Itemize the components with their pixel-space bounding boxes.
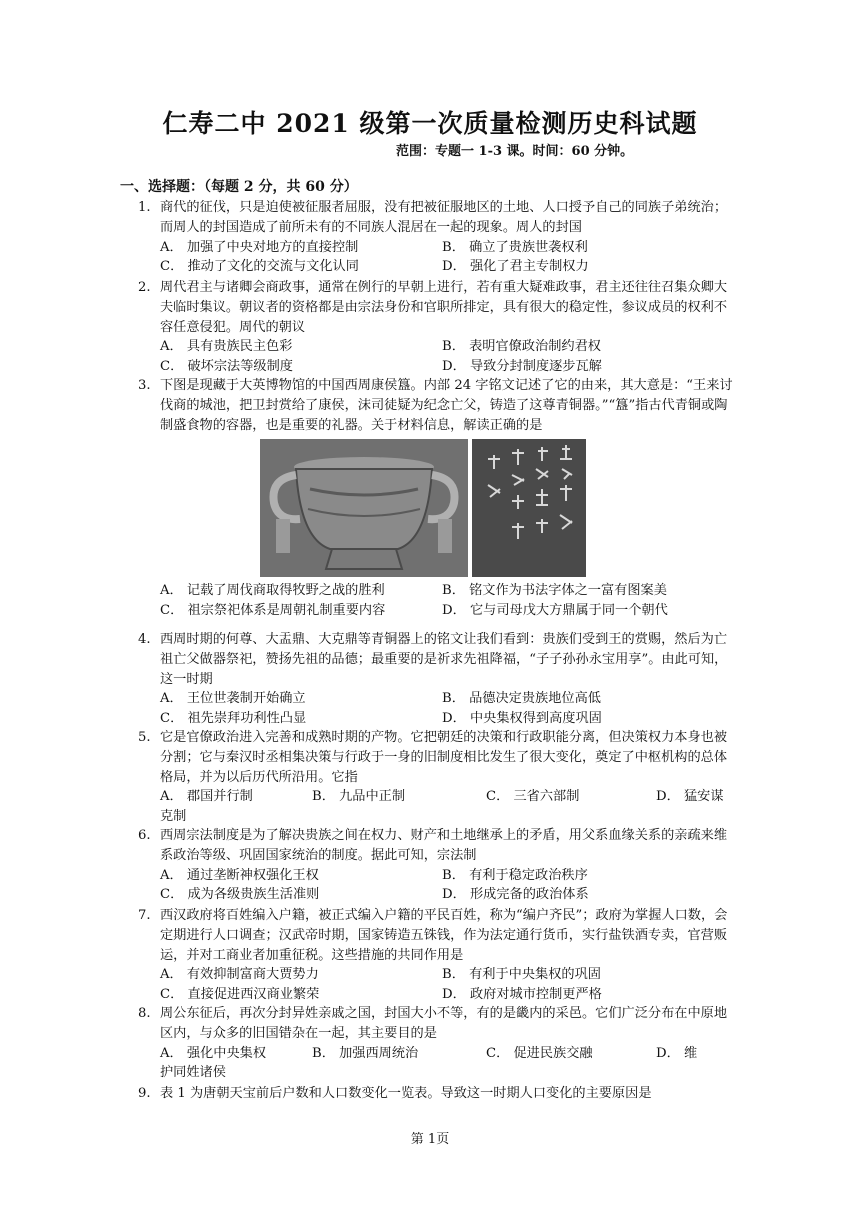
question-stem: 商代的征伐，只是迫使被征服者屈服，没有把被征服地区的土地、人口授予自己的同族子弟统治；而周人的封国造成了前所未有的不同族人混居在一起的现象。周人的封国 [160, 200, 728, 235]
question-stem: 周代君主与诸卿会商政事，通常在例行的早朝上进行，若有重大疑难政事，君主还往往召集众卿大夫临时集议。朝议者的资格都是由宗法身份和官职所排定，具有很大的稳定性，参议成员的权利不容任意侵犯。周代的朝议 [160, 280, 728, 335]
option-c: C． 促进民族交融 [486, 1045, 593, 1061]
question-stem: 表 1 为唐朝天宝前后户数和人口数变化一览表。导致这一时期人口变化的主要原因是 [160, 1086, 652, 1101]
option-d: D． 形成完备的政治体系 [442, 887, 589, 903]
page-title: 仁寿二中 2021 级第一次质量检测历史科试题 [162, 109, 698, 138]
option-b: B． 确立了贵族世袭权利 [442, 239, 588, 255]
option-c: C． 成为各级贵族生活准则 [160, 887, 320, 903]
question-stem: 西汉政府将百姓编入户籍，被正式编入户籍的平民百姓，称为“编户齐民”；政府为掌握人口数，会定期进行人口调查；汉武帝时期，国家铸造五铢钱，作为法定通行货币，实行盐铁酒专卖，官营贩运，并对工商业者加重征税。这些措施的共同作用是 [160, 908, 728, 963]
question-5 [138, 728, 738, 827]
figure [260, 439, 738, 577]
option-d-continued: 克制 [160, 809, 187, 825]
question-9 [138, 1084, 738, 1104]
option-b: B． 表明官僚政治制约君权 [442, 339, 601, 355]
option-a: A． 具有贵族民主色彩 [160, 339, 293, 355]
option-d: D． 它与司母戊大方鼎属于同一个朝代 [442, 603, 668, 619]
option-b: B． 有利于稳定政治秩序 [442, 867, 588, 883]
page-number: 第 1页 [410, 1132, 450, 1147]
question-7 [138, 906, 738, 1005]
question-stem: 它是官僚政治进入完善和成熟时期的产物。它把朝廷的决策和行政职能分离，但决策权力本身也被分割；它与秦汉时丞相集决策与行政于一身的旧制度相比发生了很大变化，奠定了中枢机构的总体格局，并为以后历代所沿用。它指 [160, 730, 728, 785]
section-heading: 一、选择题：（每题 2 分，共 60 分） [120, 179, 358, 195]
option-b: B． 铭文作为书法字体之一富有图案美 [442, 583, 667, 599]
option-b: B． 加强西周统治 [312, 1045, 419, 1061]
question-number: 8. [138, 1006, 151, 1021]
option-d: D． 猛安谋 [656, 789, 724, 805]
question-number: 2. [138, 280, 151, 295]
question-stem: 西周时期的何尊、大盂鼎、大克鼎等青铜器上的铭文让我们看到：贵族们受到王的赏赐，然后为亡祖亡父做器祭祀，赞扬先祖的品德；最重要的是祈求先祖降福，“子子孙孙永宝用享”。由此可知，这一时期 [160, 632, 728, 687]
question-number: 7. [138, 908, 151, 923]
exam-scope: 范围：专题一 1-3 课。时间：60 分钟。 [396, 144, 634, 159]
option-d: D． 维 [656, 1045, 698, 1061]
question-stem: 下图是现藏于大英博物馆的中国西周康侯簋。内部 24 字铭文记述了它的由来，其大意是：“王来讨伐商的城池，把卫封赏给了康侯，沫司徒疑为纪念亡父，铸造了这尊青铜器。”“簋”指古代青铜或陶制盛食物的容器，也是重要的礼器。关于材料信息，解读正确的是 [160, 378, 733, 433]
option-b: B． 有利于中央集权的巩固 [442, 967, 601, 983]
option-c: C． 祖先崇拜功利性凸显 [160, 711, 307, 727]
question-number: 6. [138, 828, 151, 843]
question-number: 4. [138, 632, 151, 647]
option-a: A． 记载了周伐商取得牧野之战的胜利 [160, 583, 385, 599]
question-4 [138, 630, 738, 729]
question-3 [138, 376, 738, 621]
option-c: C． 破坏宗法等级制度 [160, 359, 293, 375]
question-number: 9. [138, 1086, 151, 1101]
question-number: 1. [138, 200, 151, 215]
option-c: C． 三省六部制 [486, 789, 580, 805]
question-1 [138, 198, 738, 277]
option-b: B． 品德决定贵族地位高低 [442, 691, 601, 707]
option-d: D． 政府对城市控制更严格 [442, 987, 602, 1003]
option-c: C． 推动了文化的交流与文化认同 [160, 259, 359, 275]
option-a: A． 有效抑制富商大贾势力 [160, 967, 319, 983]
bronze-vessel-image [260, 439, 468, 577]
question-number: 3. [138, 378, 151, 393]
option-d: D． 强化了君主专制权力 [442, 259, 589, 275]
option-c: C． 直接促进西汉商业繁荣 [160, 987, 320, 1003]
question-stem: 周公东征后，再次分封异姓亲戚之国，封国大小不等，有的是畿内的采邑。它们广泛分布在中原地区内，与众多的旧国错杂在一起，其主要目的是 [160, 1006, 728, 1041]
option-d-continued: 护同姓诸侯 [160, 1065, 226, 1081]
option-a: A． 通过垄断神权强化王权 [160, 867, 319, 883]
option-b: B． 九品中正制 [312, 789, 406, 805]
question-6 [138, 826, 738, 905]
option-a: A． 郡国并行制 [160, 789, 253, 805]
option-d: D． 导致分封制度逐步瓦解 [442, 359, 602, 375]
option-a: A． 加强了中央对地方的直接控制 [160, 239, 359, 255]
option-a: A． 王位世袭制开始确立 [160, 691, 306, 707]
question-2 [138, 278, 738, 377]
inscription-rubbing-image [472, 439, 586, 577]
question-8 [138, 1004, 738, 1083]
question-stem: 西周宗法制度是为了解决贵族之间在权力、财产和土地继承上的矛盾，用父系血缘关系的亲疏来维系政治等级、巩固国家统治的制度。据此可知，宗法制 [160, 828, 728, 863]
option-c: C． 祖宗祭祀体系是周朝礼制重要内容 [160, 603, 386, 619]
option-a: A． 强化中央集权 [160, 1045, 267, 1061]
question-number: 5. [138, 730, 151, 745]
option-d: D． 中央集权得到高度巩固 [442, 711, 602, 727]
